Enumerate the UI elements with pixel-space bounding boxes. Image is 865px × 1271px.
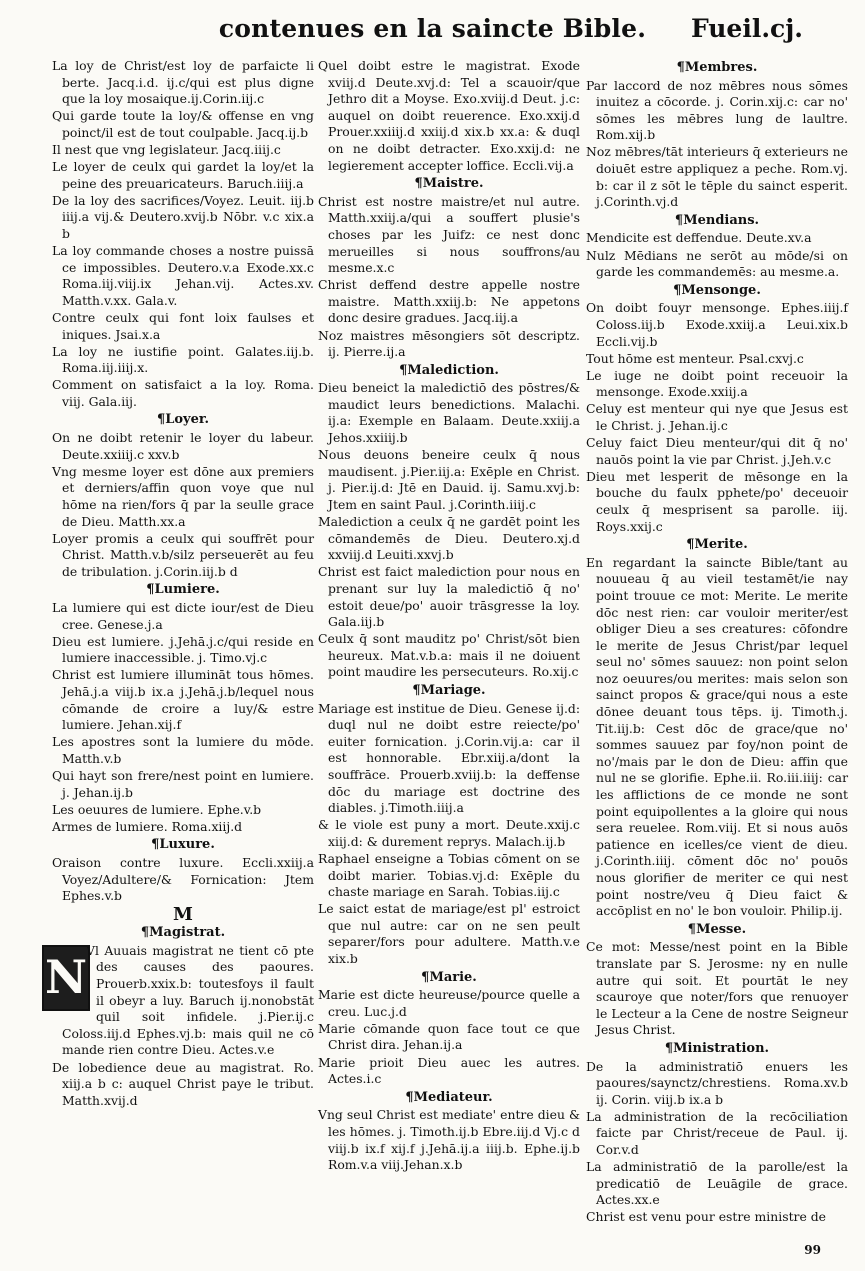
- index-entry: Qui garde toute la loy/& offense en vng poinct/il est de tout coulpable. Jacq.ij.b: [52, 108, 314, 140]
- index-entry: La administratiō de la parolle/est la predicatiō de Leuāgile de grace. Actes.xx.e: [586, 1159, 848, 1208]
- index-entry: De lobedience deue au magistrat. Ro. xiij.a b c: auquel Christ paye le tribut. Matth.xvij.d: [52, 1059, 314, 1108]
- index-entry: Le loyer de ceulx qui gardet la loy/et la peine des preuaricateurs. Baruch.iiij.a: [52, 159, 314, 191]
- index-entry: La loy de Christ/est loy de parfaicte li berte. Jacq.i.d. ij.c/qui est plus digne que la loy mosaique.ij.Corin.iij.c: [52, 58, 314, 107]
- index-entry: La loy commande choses a nostre puissā ce impossibles. Deutero.v.a Exode.xx.c Roma.iij.viij.ix Jehan.vij. Actes.xv. Matth.v.xx. Gala.v.: [52, 243, 314, 308]
- heading-text: Membres.: [684, 60, 758, 75]
- index-entry: Quel doibt estre le magistrat. Exode xviij.d Deute.xvj.d: Tel a scauoir/que Jethro dit a Moyse. Exo.xviij.d Deut. j.c: auquel on doibt reuerence. Exo.xxij.d Prouer.xxiiij.d xxiij.d xix.b xx.a: & duql on ne doibt detracter. Exo.xxij.d: ne legierement accepter loffice. Eccli.vij.a: [318, 58, 580, 173]
- column-right: [586, 58, 848, 1248]
- pilcrow-icon: ¶: [151, 837, 160, 853]
- section-heading-magistrat: [52, 925, 314, 942]
- index-entry: Comment on satisfaict a la loy. Roma. viij. Gala.iij.: [52, 377, 314, 409]
- index-entry: Vl Auuais magistrat ne tient cō pte des causes des paoures. Prouerb.xxix.b: toutesfoys il fault il obeyr a luy. Baruch ij.nonobstāt quil soit infidele. j.Pier.ij.c Coloss.iij.d Ephes.vj.b: mais quil ne cō mande rien contre Dieu. Actes.v.e: [62, 942, 314, 1058]
- pilcrow-icon: ¶: [405, 1089, 414, 1105]
- index-entry: Il nest que vng legislateur. Jacq.iiij.c: [52, 141, 281, 157]
- index-entry: Christ deffend destre appelle nostre maistre. Matth.xxiij.b: Ne appetons donc desire gradues. Jacq.iij.a: [318, 277, 580, 326]
- section-heading-luxure: [52, 837, 314, 854]
- heading-text: Mendians.: [683, 212, 760, 228]
- heading-text: Malediction.: [407, 362, 499, 378]
- index-entry: Dieu est lumiere. j.Jehā.j.c/qui reside en lumiere inaccessible. j. Timo.vj.c: [52, 633, 314, 666]
- heading-text: Lumiere.: [154, 582, 220, 598]
- index-entry: En regardant la saincte Bible/tant au nouueau q̄ au vieil testamēt/ie nay point trouue ce mot: Merite. Le merite dōc nest rien: car vouloir meriter/est obliger Dieu a ses creatures: cōfondre le merite de Jesus Christ/par lequel seul no' sōmes sauuez: non point selon noz oeuures/ou merites: mais selon son sainct propos & grace/qui nous a este dōnee deuant tous tēps. ij. Timoth.j. Tit.iij.b: Cest dōc de grace/que no' sommes sauuez par foy/non point de no'/mais par le don de Dieu: affin que nul ne se glorifie. Ephe.ii. Ro.iii.iiij: car les afflictions de ce monde ne sont point equipollentes a la gloire qui nous sera reuelee. Rom.viij. Et si nous auōs patience en icelles/ce vient de dieu. j.Corinth.iiij. cōment dōc no' pouōs nous glorifier de meriter ce qui nest point nostre/veu q̄ Dieu faict & accōplist en no' le bon vouloir. Philip.ij.: [586, 554, 848, 919]
- index-entry: Raphael enseigne a Tobias cōment on se doibt marier. Tobias.vj.d: Exēple du chaste mariage en Sarah. Tobias.iij.c: [318, 850, 580, 900]
- index-entry: Tout hōme est menteur. Psal.cxvj.c: [586, 350, 804, 366]
- column-middle: [318, 58, 580, 1248]
- decorated-initial: N: [42, 945, 90, 1011]
- index-entry: Les oeuures de lumiere. Ephe.v.b: [52, 801, 262, 817]
- pilcrow-icon: ¶: [140, 925, 150, 941]
- index-entry: Vng seul Christ est mediate' entre dieu & les hōmes. j. Timoth.ij.b Ebre.iij.d Vj.c d viij.b ix.f xij.f j.Jehā.ij.a iiij.b. Ephe.ij.b Rom.v.a viij.Jehan.x.b: [318, 1107, 580, 1173]
- section-heading-maistre: [318, 176, 580, 193]
- index-entry: Christ est venu pour estre ministre de: [586, 1209, 827, 1225]
- index-entry: Par laccord de noz mēbres nous sōmes inuitez a cōcorde. j. Corin.xij.c: car no' sōmes les mēbres lung de laultre. Rom.xij.b: [586, 77, 848, 143]
- heading-text: Magistrat.: [149, 925, 226, 941]
- index-entry: Contre ceulx qui font loix faulses et iniques. Jsai.x.a: [52, 309, 314, 342]
- section-heading-mediateur: [318, 1090, 580, 1107]
- pilcrow-icon: ¶: [399, 362, 408, 378]
- index-entry: Le saict estat de mariage/est pl' estroict que nul autre: car on ne sen peult separer/fors pour adultere. Matth.v.e xix.b: [318, 901, 580, 966]
- pilcrow-icon: ¶: [146, 582, 155, 598]
- section-heading-mendians: [586, 213, 848, 230]
- index-entry: Marie cōmande quon face tout ce que Christ dira. Jehan.ij.a: [318, 1020, 580, 1053]
- index-entry: & le viole est puny a mort. Deute.xxij.c xiij.d: & durement reprys. Malach.ij.b: [318, 817, 580, 849]
- heading-text: Marie.: [429, 969, 477, 985]
- index-entry: Oraison contre luxure. Eccli.xxiij.a Voyez/Adultere/& Fornication: Jtem Ephes.v.b: [52, 854, 314, 904]
- index-entry: Le iuge ne doibt point receuoir la mensonge. Exode.xxiij.a: [586, 367, 848, 400]
- index-entry: Qui hayt son frere/nest point en lumiere. j. Jehan.ij.b: [52, 767, 314, 800]
- index-entry: De la loy des sacrifices/Voyez. Leuit. iij.b iiij.a vij.& Deutero.xvij.b Nōbr. v.c xix.a b: [52, 192, 314, 241]
- heading-text: Luxure.: [159, 837, 215, 853]
- section-heading-merite: [586, 537, 848, 554]
- index-entry: Ceulx q̄ sont mauditz po' Christ/sōt bien heureux. Mat.v.b.a: mais il ne doiuent point maudire les persecuteurs. Ro.xij.c: [318, 631, 580, 680]
- index-entry: Loyer promis a ceulx qui souffrēt pour Christ. Matth.v.b/silz perseuerēt au feu de tribulation. j.Corin.iij.b d: [52, 530, 314, 579]
- section-heading-ministration: [586, 1041, 848, 1058]
- index-entry: Dieu beneict la maledictiō des pōstres/& maudict leurs benedictions. Malachi. ij.a: Exemple en Balaam. Deute.xxiij.a Jehos.xxiiij.b: [318, 380, 580, 446]
- folio-number: Fueil.cj.: [690, 14, 803, 43]
- index-entry: De la administratiō enuers les paoures/saynctz/chrestiens. Roma.xv.b ij. Corin. viij.b ix.a b: [586, 1058, 848, 1107]
- pilcrow-icon: ¶: [412, 682, 421, 698]
- running-title: contenues en la saincte Bible.: [218, 14, 647, 43]
- index-entry: La loy ne iustifie point. Galates.iij.b. Roma.iij.iiij.x.: [52, 343, 314, 376]
- section-heading-mariage: [318, 683, 580, 700]
- index-entry: La administration de la recōciliation faicte par Christ/receue de Paul. ij. Cor.v.d: [586, 1108, 848, 1157]
- index-entry: Christ est faict malediction pour nous en prenant sur luy la maledictiō q̄ no' estoit deue/po' auoir trāsgresse la loy. Gala.iij.b: [318, 564, 580, 630]
- index-entry: Ce mot: Messe/nest point en la Bible translate par S. Jerosme: ny en nulle autre qui soit. Et pourtāt le ney scauroye que noter/fors que renuoyer le Lecteur a la Cene de nostre Seigneur Jesus Christ.: [586, 939, 848, 1038]
- section-heading-malediction: [318, 363, 580, 380]
- index-entry: Mendicite est deffendue. Deute.xv.a: [586, 230, 812, 246]
- index-entry: Marie prioit Dieu auec les autres. Actes.i.c: [318, 1054, 580, 1087]
- pilcrow-icon: ¶: [673, 282, 682, 298]
- section-heading-marie: [318, 970, 580, 987]
- heading-text: Mediateur.: [413, 1089, 493, 1105]
- heading-text: Maistre.: [422, 176, 484, 192]
- heading-text: Loyer.: [165, 412, 210, 428]
- pilcrow-icon: ¶: [664, 1040, 674, 1056]
- heading-text: Mariage.: [420, 682, 486, 698]
- section-heading-loyer: [52, 412, 314, 429]
- section-heading-mensonge: [586, 283, 848, 300]
- index-entry: Armes de lumiere. Roma.xiij.d: [52, 818, 243, 834]
- heading-text: Ministration.: [673, 1040, 770, 1056]
- index-entry: Les apostres sont la lumiere du mōde. Matth.v.b: [52, 734, 314, 766]
- index-entry: Mariage est institue de Dieu. Genese ij.d: duql nul ne doibt estre reiecte/po' euiter fornication. j.Corin.vij.a: car il est honnorable. Ebr.xiij.a/dont la souffrāce. Prouerb.xviij.b: la deffense dōc du mariage est doctrine des diables. j.Timoth.iiij.a: [318, 700, 580, 816]
- pilcrow-icon: ¶: [686, 537, 695, 553]
- index-entry: Noz mēbres/tāt interieurs q̄ exterieurs ne doiuēt estre appliquez a peche. Rom.vj. b: car il z sōt le tēple du sainct esperit. j.Corinth.vj.d: [586, 144, 848, 210]
- index-entry: Nous deuons beneire ceulx q̄ nous maudisent. j.Pier.iij.a: Exēple en Christ. j. Pier.ij.d: Jtē en Dauid. ij. Samu.xvj.b: Jtem en saint Paul. j.Corinth.iiij.c: [318, 447, 580, 512]
- pilcrow-icon: ¶: [687, 921, 697, 937]
- pilcrow-icon: ¶: [674, 212, 684, 228]
- index-entry: Christ est nostre maistre/et nul autre. Matth.xxiij.a/qui a souffert plusie's choses par les Juifz: ce nest donc merueilles si nous souffrons/au mesme.x.c: [318, 193, 580, 276]
- index-entry: Nulz Mēdians ne serōt au mōde/si on garde les commandemēs: au mesme.a.: [586, 247, 848, 280]
- heading-text: Merite.: [694, 537, 748, 553]
- alphabet-letter-divider: M: [173, 903, 193, 925]
- section-heading-lumiere: [52, 582, 314, 599]
- index-entry: Noz maistres mēsongiers sōt descriptz. ij. Pierre.ij.a: [318, 327, 580, 360]
- pilcrow-icon: ¶: [676, 60, 685, 75]
- index-entry: Dieu met lesperit de mēsonge en la bouche du faulx pphete/po' deceuoir ceulx q̄ mesprisent sa parolle. iij. Roys.xxij.c: [586, 468, 848, 534]
- signature-mark: 99: [804, 1243, 821, 1257]
- heading-text: Mensonge.: [681, 282, 761, 298]
- index-entry: Marie est dicte heureuse/pource quelle a creu. Luc.j.d: [318, 987, 580, 1019]
- index-entry: Celuy est menteur qui nye que Jesus est le Christ. j. Jehan.ij.c: [586, 401, 848, 433]
- index-entry: On doibt fouyr mensonge. Ephes.iiij.f Coloss.iij.b Exode.xxiij.a Leui.xix.b Eccli.vij.b: [586, 300, 848, 349]
- index-entry: On ne doibt retenir le loyer du labeur. Deute.xxiiij.c xxv.b: [52, 430, 314, 462]
- section-heading-messe: [586, 922, 848, 939]
- heading-text: Messe.: [696, 921, 747, 937]
- index-entry: Christ est lumiere illumināt tous hōmes. Jehā.j.a viij.b ix.a j.Jehā.j.b/lequel nous cōmande de croire a luy/& estre lumiere. Jehan.xij.f: [52, 667, 314, 733]
- index-entry: La lumiere qui est dicte iour/est de Dieu cree. Genese.j.a: [52, 600, 314, 632]
- index-entry: Vng mesme loyer est dōne aux premiers et derniers/affin quon voye que nul hōme na rien/fors q̄ par la seulle grace de Dieu. Matth.xx.a: [52, 463, 314, 529]
- pilcrow-icon: ¶: [421, 969, 430, 985]
- index-entry: Celuy faict Dieu menteur/qui dit q̄ no' nauōs point la vie par Christ. j.Jeh.v.c: [586, 435, 848, 467]
- column-left: [44, 58, 314, 1248]
- section-heading-membres: [586, 60, 848, 77]
- pilcrow-icon: ¶: [156, 412, 166, 428]
- pilcrow-icon: ¶: [414, 176, 423, 192]
- index-entry: Malediction a ceulx q̄ ne gardēt point les cōmandemēs de Dieu. Deutero.xj.d xxviij.d Leuiti.xxvj.b: [318, 514, 580, 563]
